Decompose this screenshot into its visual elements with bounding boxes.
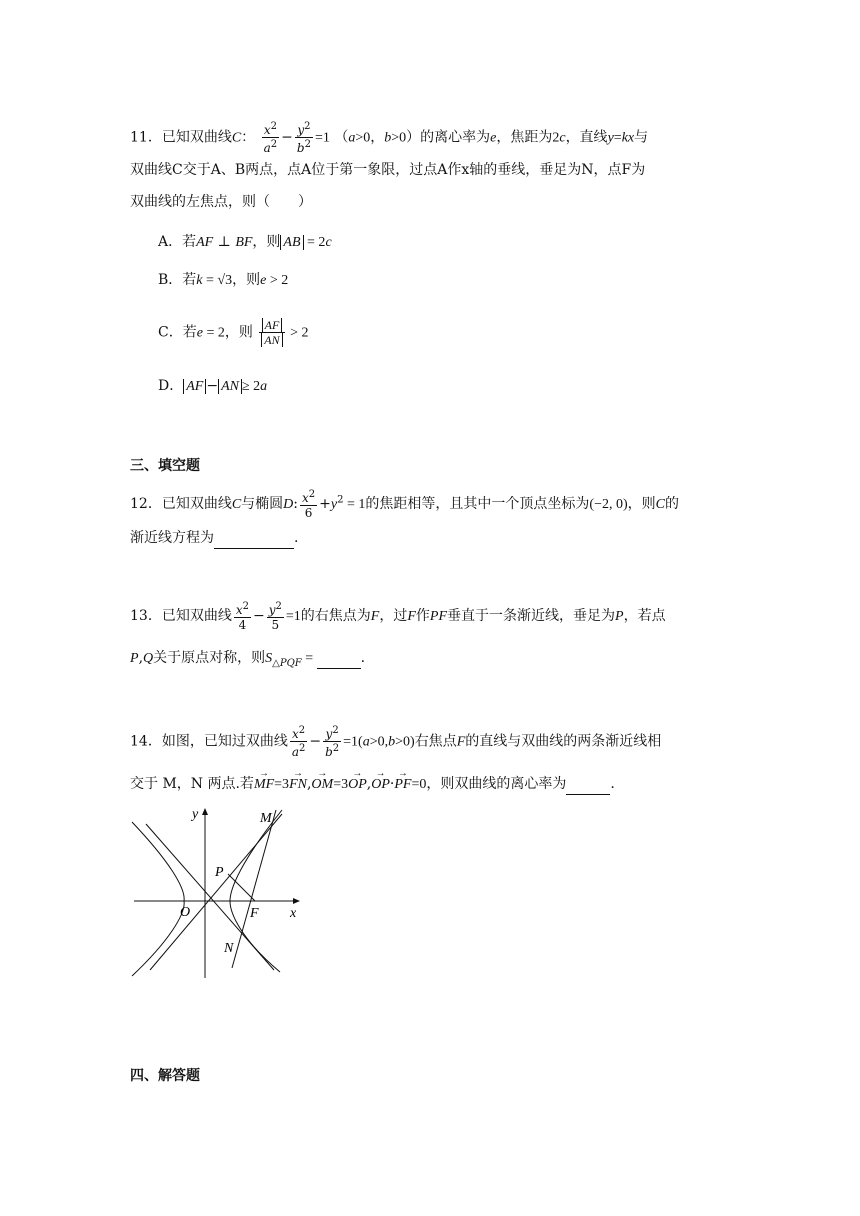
hyperbola-left-branch	[132, 822, 184, 976]
q11-line-3: 双曲线的左焦点，则（ ）	[130, 194, 312, 210]
label-m: M	[260, 811, 272, 826]
q11-option-a: A．若AF ⊥ BF，则 AB = 2c	[158, 234, 332, 250]
section-3-title: 三、填空题	[130, 458, 200, 474]
x-axis-arrow	[293, 898, 300, 904]
q11-option-d: D． AF − AN ≥ 2a	[158, 378, 268, 394]
segment-pf	[228, 874, 255, 901]
q11-line-2: 双曲线C交于A、B两点，点A位于第一象限，过点A作x轴的垂线，垂足为N，点F为	[130, 162, 646, 178]
q14-line-1: 14．如图，已知过双曲线 $\frac{x^2}{a^2}$ − $\frac{y^2}{b^2}$ =1(a>0,b>0)右焦点F的直线与双曲线的两条渐近线相	[130, 725, 662, 759]
y-axis-arrow	[202, 808, 208, 815]
q13-line-2: P,Q关于原点对称，则$S_{\triangle PQF}$ = .	[130, 650, 366, 669]
label-n: N	[224, 941, 234, 956]
q14-line-2: 交于 M，N 两点.若→ MF=3→ FN,→ OM=3→ OP,→ OP·→ PF=0，则双曲线的离心率为 .	[130, 774, 615, 795]
asymptote-1	[150, 814, 282, 970]
q11-option-b: B．若k = √3，则e > 2	[158, 272, 289, 288]
label-x: x	[290, 906, 297, 921]
label-o: O	[180, 905, 191, 920]
section-4-title: 四、解答题	[130, 1068, 200, 1084]
answer-blank	[214, 528, 294, 549]
q11-option-c: C．若e = 2，则 $\frac{AF}{AN}$ > 2	[158, 318, 309, 347]
q12-line-2: 渐近线方程为 .	[130, 528, 298, 549]
hyperbola-figure	[128, 800, 308, 982]
answer-blank	[317, 648, 361, 669]
q12-line-1: 12．已知双曲线C与椭圆D: $\frac{x^2}{6}$ $+y^2 = 1$的焦距相等，且其中一个顶点坐标为(−2, 0)，则C的	[130, 489, 679, 520]
q11-line-1: 11．已知双曲线C： $\frac{x^2}{a^2}$ − $\frac{y^2}{b^2}$ =1 （a>0，b>0）的离心率为e，焦距为2c，直线y=kx与	[130, 121, 649, 155]
label-f: F	[250, 906, 259, 921]
label-y: y	[192, 807, 199, 822]
answer-blank	[566, 774, 610, 795]
q13-line-1: 13．已知双曲线 $\frac{x^2}{4}$ − $\frac{y^2}{5}$ =1的右焦点为F，过F作PF垂直于一条渐近线，垂足为P，若点	[130, 601, 666, 632]
line-mn	[232, 810, 276, 968]
label-p: P	[215, 865, 224, 880]
